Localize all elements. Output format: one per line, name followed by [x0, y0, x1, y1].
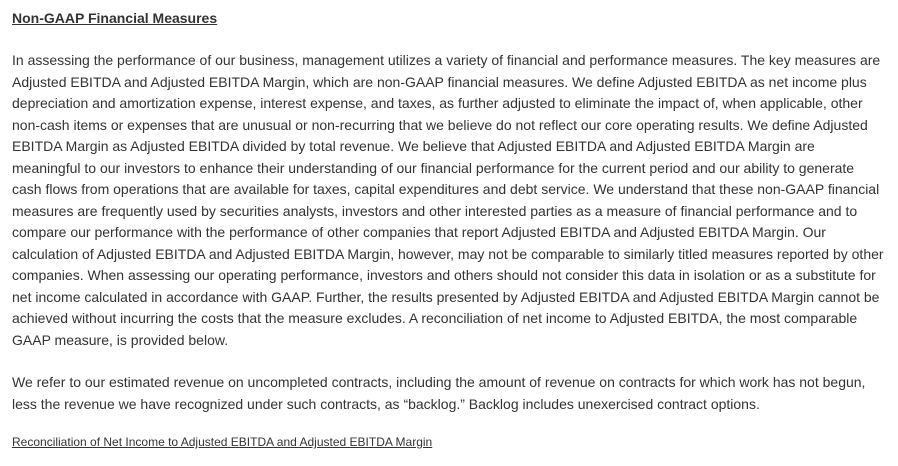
paragraph-non-gaap-measures: In assessing the performance of our business, management utilizes a variety of financial and performance measures. The key measures are Adjusted EBITDA and Adjusted EBITDA Margin, which are non-GAAP financial measures. We define Adjusted EBITDA as net income plus depreciation and amortization expense, interest expense, and taxes, as further adjusted to eliminate the impact of, when applicable, other non-cash items or expenses that are unusual or non-recurring that we believe do not reflect our core operating results. We define Adjusted EBITDA Margin as Adjusted EBITDA divided by total revenue. We believe that Adjusted EBITDA and Adjusted EBITDA Margin are meaningful to our investors to enhance their understanding of our financial performance for the current period and our ability to generate cash flows from operations that are available for taxes, capital expenditures and debt service. We understand that these non-GAAP financial measures are frequently used by securities analysts, investors and other interested parties as a measure of financial performance and to compare our performance with the performance of other companies that report Adjusted EBITDA and Adjusted EBITDA Margin. Our calculation of Adjusted EBITDA and Adjusted EBITDA Margin, however, may not be comparable to similarly titled measures reported by other companies. When assessing our operating performance, investors and others should not consider this data in isolation or as a substitute for net income calculated in accordance with GAAP. Further, the results presented by Adjusted EBITDA and Adjusted EBITDA Margin cannot be achieved without incurring the costs that the measure excludes. A reconciliation of net income to Adjusted EBITDA, the most comparable GAAP measure, is provided below. [12, 52, 884, 348]
reconciliation-subheading: Reconciliation of Net Income to Adjusted EBITDA and Adjusted EBITDA Margin [12, 435, 433, 449]
paragraph-backlog: We refer to our estimated revenue on uncompleted contracts, including the amount of revenue on contracts for which work has not begun, less the revenue we have recognized under such contracts, as “backlog.” Backlog includes unexercised contract options. [12, 374, 866, 412]
section-heading: Non-GAAP Financial Measures [12, 10, 218, 26]
